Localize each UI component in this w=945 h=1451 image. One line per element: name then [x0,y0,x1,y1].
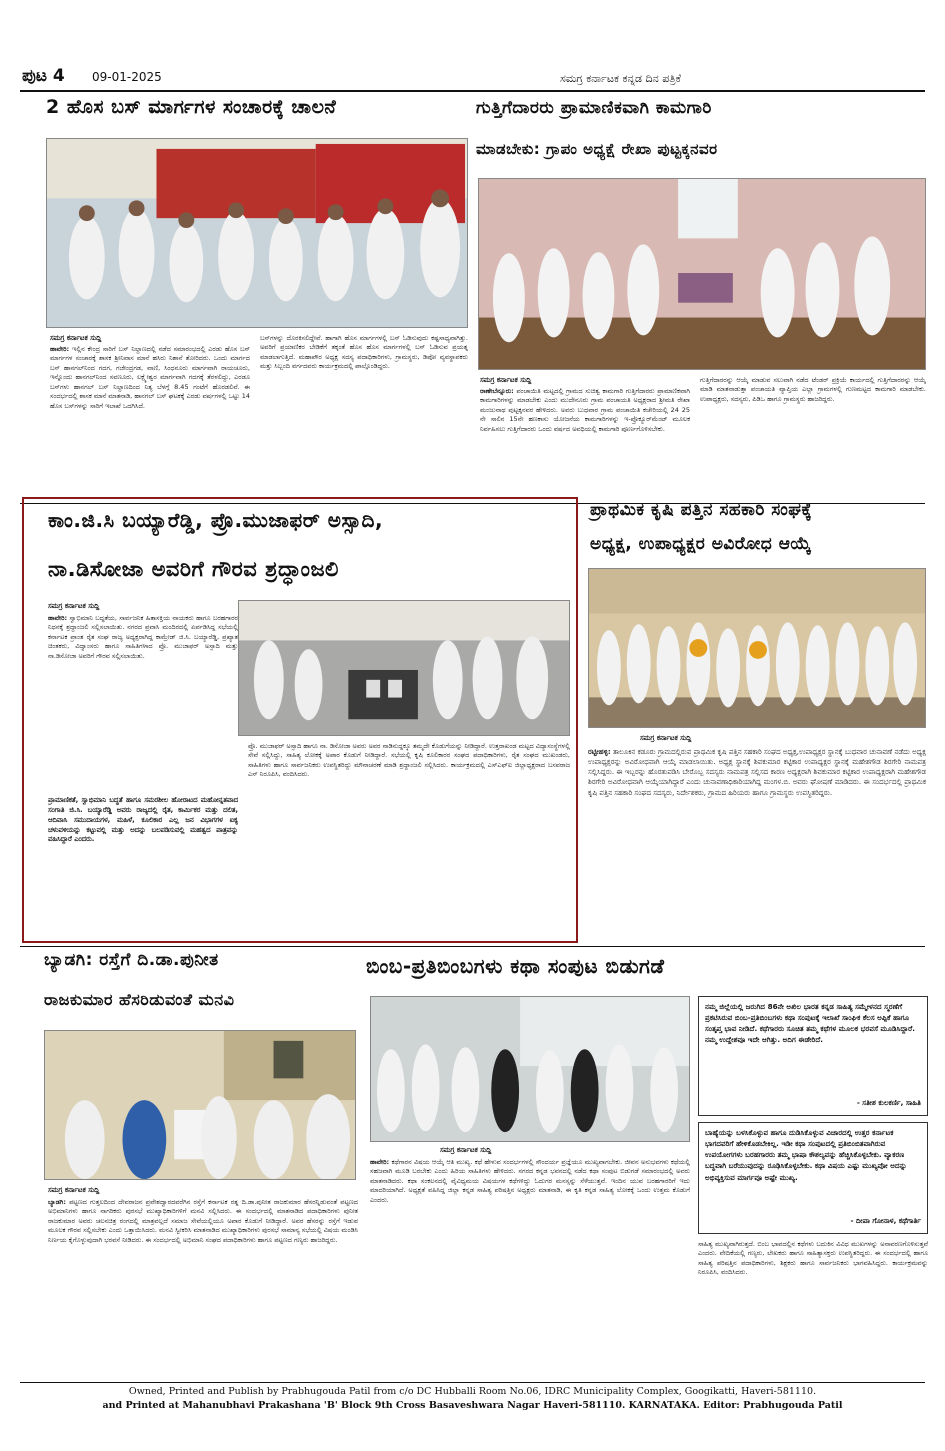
coop-body: ತಾಲೂಕಿನ ಕಡೂರು ಗ್ರಾಮದಲ್ಲಿರುವ ಪ್ರಾಥಮಿಕ ಕೃಷಿ ಪತ್ತಿನ ಸಹಕಾರಿ ಸಂಘದ ಅಧ್ಯಕ್ಷ,ಉಪಾಧ್ಯಕ್ಷರ ಸ್ಥಾನಕ್ಕೆ ಬುಧವಾರ ಚುನಾವಣೆ ನಡೆದು ಅಧ್ಯಕ್ಷ ಉಪಾಧ್ಯಕ್ಷರನ್ನು ಅವಿರೋಧವಾಗಿ ಆಯ್ಕೆ ಮಾಡಲಾಯಿತು. ಅಧ್ಯಕ್ಷ ಸ್ಥಾನಕ್ಕೆ ಶಿವಕುಮಾರ ಕಟ್ಟಿಕಾರ ಉಪಾಧ್ಯಕ್ಷರ ಸ್ಥಾನಕ್ಕೆ ಮಹೇಶಗೌಡ ಶಿರಗೇರಿ ನಾಮಪತ್ರ ಸಲ್ಲಿಸಿದ್ದರು. ಈ ಇಬ್ಬರನ್ನು ಹೊರತುಪಡಿಸಿ ಬೇರೊಬ್ಬ ಸದಸ್ಯರು ನಾಮಪತ್ರ ಸಲ್ಲಿಸದ ಕಾರಣ ಅಧ್ಯಕ್ಷರಾಗಿ ಶಿವಕುಮಾರ ಕಟ್ಟಿಕಾರ ಉಪಾಧ್ಯಕ್ಷರಾಗಿ ಮಹೇಶಗೌಡ ಶಿರಗೇರಿ ಅವಿರೋಧವಾಗಿ ಆಯ್ಕೆಯಾಗಿದ್ದಾರೆ ಎಂದು ಚುನಾವಣಾಧಿಕಾರಿಯಾಗಿದ್ದ ಮಂಗಳ.ಬಿ. ಅವರು ಘೋಷಣೆ ಮಾಡಿದರು. ಈ ಸಂದರ್ಭದಲ್ಲಿ ಪ್ರಾಥಮಿಕ ಕೃಷಿ ಪತ್ತಿನ ಸಹಕಾರಿ ಸಂಘದ ಸದಸ್ಯರು, ನಿರ್ದೇಶಕರು, ಗ್ರಾಮದ ಹಿರಿಯರು ಹಾಗೂ ಗ್ರಾಮಸ್ಥರು ಉಪಸ್ಥಿತರಿದ್ದರು. [588,748,926,797]
byline-road: ಸಮಗ್ರ ಕರ್ನಾಟಕ ಸುದ್ದಿ [48,1186,100,1194]
photo-coop-election [588,568,926,728]
bus-column-2 [260,334,468,500]
byline-coop: ಸಮಗ್ರ ಕರ್ನಾಟಕ ಸುದ್ದಿ [640,734,692,742]
book-column-1 [370,1158,690,1380]
photo-bus-launch [46,138,468,328]
coop-column [588,747,926,939]
quote-box-1 [698,996,928,1116]
imprint-line-1: Owned, Printed and Publish by Prabhugouda Patil from c/o DC Hubballi Room No.06, IDRC Municipality Complex, Googikatti, Haveri-581110. [128,1386,817,1397]
imprint-footer [0,1385,945,1413]
dateline-road: ಬ್ಯಾಡಗಿ: [48,1198,66,1206]
book-body-2: ಸಾಹಿತ್ಯ ಮುಖ್ಯವಾಗಿರುತ್ತದೆ. ಬಿಂಬ ಭಾವದಲ್ಲಿನ ಕಥೆಗಳು ಬದುಕಿನ ವಿವಿಧ ಮುಖಗಳನ್ನು ಅನಾವರಣಗೊಳಿಸುತ್ತವೆ ಎಂದರು. ವೇದಿಕೆಯಲ್ಲಿ ಗಣ್ಯರು, ಲೇಖಕರು ಹಾಗೂ ಸಾಹಿತ್ಯಾಸಕ್ತರು ಉಪಸ್ಥಿತರಿದ್ದರು. ಈ ಸಂದರ್ಭದಲ್ಲಿ ಹಾಗೂ ಸಾಹಿತ್ಯ ಪರಿಷತ್ತಿನ ಪದಾಧಿಕಾರಿಗಳು, ಶಿಕ್ಷಕರು ಹಾಗೂ ಸಾರ್ವಜನಿಕರು ಭಾಗವಹಿಸಿದ್ದರು. ಕಾರ್ಯಕ್ರಮವನ್ನು ನಿರೂಪಿಸಿ, ವಂದಿಸಿದರು. [698,1240,928,1277]
headline-road-1: ಬ್ಯಾಡಗಿ: ರಸ್ತೆಗೆ ದಿ.ಡಾ.ಪುನೀತ [44,950,219,970]
bus-body-2: ಬಸ್‌ಗಳನ್ನು ದೊರಕಿಸಲಿದ್ದೇವೆ. ಹಾಗಾಗಿ ಹೊಸ ಮಾರ್ಗಗಳಲ್ಲಿ ಬಸ್ ಓಡಿಸುವುದು ಕಷ್ಟಸಾಧ್ಯವಾಗಿತ್ತು. ಅವರಿಗೆ ಪ್ರಯಾಣಿಕರ ಬೇಡಿಕೆಗೆ ತಕ್ಕಂತೆ ಹೊಸ ಹೊಸ ಮಾರ್ಗಗಳಲ್ಲಿ ಬಸ್ ಓಡಿಸುವ ಪ್ರಯತ್ನ ಮಾಡಲಾಗುತ್ತಿದೆ. ಮಹಾಪೌರ ಅಧ್ಯಕ್ಷ ಸದಸ್ಯ ಪದಾಧಿಕಾರಿಗಳು, ಗ್ರಾಮಸ್ಥರು, ಡಿಪೋ ವ್ಯವಸ್ಥಾಪಕರು ಮತ್ತು ಸಿಬ್ಬಂದಿ ವರ್ಗದವರು ಕಾರ್ಯಕ್ರಮದಲ್ಲಿ ಪಾಲ್ಗೊಂಡಿದ್ದರು. [260,334,468,371]
page-number: ಪುಟ 4 [22,66,65,86]
headline-coop-1: ಪ್ರಾಥಮಿಕ ಕೃಷಿ ಪತ್ತಿನ ಸಹಕಾರಿ ಸಂಘಕ್ಕೆ [590,500,812,520]
dateline-contractors: ರಾಣೇಬೆನ್ನೂರು: [480,387,514,395]
footer-rule [20,1382,925,1383]
contractors-column-2 [700,376,926,497]
header-rule [20,90,925,92]
photo-gram-panchayat [478,178,926,370]
tribute-column-1 [48,614,238,792]
headline-contractors-2: ಮಾಡಬೇಕು: ಗ್ರಾಪಂ ಅಧ್ಯಕ್ಷೆ ರೇಖಾ ಪುಟ್ಟಕ್ಕನವರ [476,140,718,158]
dateline-bus: ಹಾವೇರಿ: [50,345,70,353]
quote-1-author: - ಸತೀಶ ಕುಲಕರ್ಣಿ, ಸಾಹಿತಿ [856,1098,921,1107]
tribute-emphasis: ಪ್ರಾಮಾಣಿಕತೆ, ಸ್ವಾಭಿಮಾನಿ ಬದ್ಧತೆ ಹಾಗೂ ಸಮರಶೀಲ ಹೋರಾಟದ ಮಹೋನ್ನತವಾದ ಸಂಗಾತಿ ಜಿ.ಸಿ. ಬಯ್ಯಾರೆಡ್ಡಿ ಅವರು ರಾಜ್ಯದಲ್ಲಿ ರೈತ, ಕಾರ್ಮಿಕರ ಮತ್ತು ದಲಿತ, ಆದಿವಾಸಿ ಸಮುದಾಯಗಳ, ಮಹಿಳೆ, ಕೂಲಿಕಾರ ಎಲ್ಲ ಜನ ವಿಭಾಗಗಳ ಐಕ್ಯ ಚಳುವಳಿಯನ್ನು ಕಟ್ಟುವಲ್ಲಿ ಮತ್ತು ಅದನ್ನು ಬಲಪಡಿಸುವಲ್ಲಿ ಮಹತ್ವದ ಪಾತ್ರವನ್ನು ವಹಿಸಿದ್ದಾರೆ ಎಂದರು. [48,796,238,844]
quote-1-text: ನಮ್ಮ ಜಿಲ್ಲೆಯಲ್ಲಿ ಜರುಗಿದ 86ನೇ ಅಖಿಲ ಭಾರತ ಕನ್ನಡ ಸಾಹಿತ್ಯ ಸಮ್ಮೇಳನದ ಸ್ಮರಣೆಗೆ ಪ್ರಕಟಿಸಿರುವ ಬಿಂಬ-ಪ್ರತಿಬಿಂಬಗಳು ಕಥಾ ಸಂಪುಟಕ್ಕೆ ಇಲಾಖೆ ಸಾಂಘಿಕ ಕೆಲಸ ಅಪ್ಪಿಕೆ ಹಾಗೂ ಸಂತೃಪ್ತ ಭಾವ ನೀಡಿದೆ. ಕಥೆಗಾರರು ಸೂಚಿತ ತಮ್ಮ ಕಥೆಗಳ ಮೂಲಕ ಭರವಸೆ ಮೂಡಿಸಿದ್ದಾರೆ. ನಮ್ಮ ಉದ್ದೇಶವೂ ಇದೇ ಆಗಿತ್ತು. ಅದಿಗ ಈಡೇರಿದೆ. [705,1002,915,1045]
divider-row-2 [20,946,925,947]
dateline-book: ಹಾವೇರಿ: [370,1158,390,1166]
headline-book: ಬಿಂಬ-ಪ್ರತಿಬಿಂಬಗಳು ಕಥಾ ಸಂಪುಟ ಬಿಡುಗಡೆ [366,954,665,978]
issue-date: 09-01-2025 [92,70,162,84]
headline-bus: 2 ಹೊಸ ಬಸ್ ಮಾರ್ಗಗಳ ಸಂಚಾರಕ್ಕೆ ಚಾಲನೆ [46,96,337,118]
contractors-column-1 [480,387,690,497]
dateline-tribute: ಹಾವೇರಿ: [48,614,68,622]
contractors-body-2: ಗುತ್ತಿಗೆದಾರರನ್ನು ಆಯ್ಕೆ ಮಾಡುವ ಸಲುವಾಗಿ ನಡೆದ ಟೆಂಡರ್ ಪ್ರಕ್ರಿಯೆ ಕಾರ್ಯದಲ್ಲಿ ಗುತ್ತಿಗೆದಾರರನ್ನು ಆಯ್ಕೆ ಮಾಡಿ ಮಾತನಾಡುತ್ತಾ ಪಂಚಾಯತಿ ವ್ಯಾಪ್ತಿಯ ಎಲ್ಲಾ ಗ್ರಾಮಗಳಲ್ಲಿ ಗುಣಮಟ್ಟದ ಕಾಮಗಾರಿ ಮಾಡಬೇಕು. ಉಪಾಧ್ಯಕ್ಷರು, ಸದಸ್ಯರು, ಪಿಡಿಒ ಹಾಗೂ ಗ್ರಾಮಸ್ಥರು ಹಾಜರಿದ್ದರು. [700,376,926,403]
book-body-1: ಕಥೆಗಾರನ ವಿಷಯ ಆಯ್ಕೆ ಆತಿ ಮುಖ್ಯ. ಕಥೆ ಹೇಳುವ ಸಂದರ್ಭಗಳಲ್ಲಿ ಸೌಂದರ್ಯ ಪ್ರಜ್ಞೆಯೂ ಮುಖ್ಯವಾಗಬೇಕು. ಜೀವನ ಅನುಭವಗಳು ಕಥೆಯಲ್ಲಿ ಸಹಜವಾಗಿ ಮೂಡಿ ಬರಬೇಕು ಎಂದು ಹಿರಿಯ ಸಾಹಿತಿಗಳು ಹೇಳಿದರು. ನಗರದ ಕನ್ನಡ ಭವನದಲ್ಲಿ ನಡೆದ ಕಥಾ ಸಂಪುಟ ಬಿಡುಗಡೆ ಸಮಾರಂಭದಲ್ಲಿ ಅವರು ಮಾತನಾಡಿದರು. ಕಥಾ ಸಂಕಲನದಲ್ಲಿ ವೈವಿಧ್ಯಮಯ ವಿಷಯಗಳ ಕಥೆಗಳಿದ್ದು ಓದುಗರ ಮನಸ್ಸನ್ನು ಸೆಳೆಯುತ್ತವೆ. ಇಂದಿನ ಯುವ ಬರಹಗಾರರಿಗೆ ಇದು ಮಾದರಿಯಾಗಿದೆ. ಅಧ್ಯಕ್ಷತೆ ವಹಿಸಿದ್ದ ಜಿಲ್ಲಾ ಕನ್ನಡ ಸಾಹಿತ್ಯ ಪರಿಷತ್ತಿನ ಅಧ್ಯಕ್ಷರು ಮಾತನಾಡಿ, ಈ ಕೃತಿ ಕನ್ನಡ ಸಾಹಿತ್ಯ ಲೋಕಕ್ಕೆ ಒಂದು ಉತ್ತಮ ಕೊಡುಗೆ ಎಂದರು. [370,1158,690,1204]
headline-road-2: ರಾಜಕುಮಾರ ಹೆಸರಿಡುವಂತೆ ಮನವಿ [44,990,235,1009]
headline-contractors-1: ಗುತ್ತಿಗೆದಾರರು ಪ್ರಾಮಾಣಿಕವಾಗಿ ಕಾಮಗಾರಿ [476,98,712,118]
byline-contractors: ಸಮಗ್ರ ಕರ್ನಾಟಕ ಸುದ್ದಿ [480,376,532,384]
headline-tribute-2: ನಾ.ಡಿಸೋಜಾ ಅವರಿಗೆ ಗೌರವ ಶ್ರದ್ಧಾಂಜಲಿ [48,557,339,581]
dateline-coop: ರಟ್ಟೀಹಳ್ಳಿ: [588,748,611,756]
quote-box-2 [698,1122,928,1234]
bus-body-1: ಇಲ್ಲಿನ ಕೇಂದ್ರ ಸಾರಿಗೆ ಬಸ್ ನಿಲ್ದಾಣದಲ್ಲಿ ನಡೆದ ಸಮಾರಂಭದಲ್ಲಿ ಎರಡು ಹೊಸ ಬಸ್ ಮಾರ್ಗಗಳ ಸಂಚಾರಕ್ಕೆ ಶಾಸಕ ಶ್ರೀನಿವಾಸ ಮಾನೆ ಹಸಿರು ನಿಶಾನೆ ತೋರಿದರು. ಒಂದು ಮಾರ್ಗದ ಬಸ್ ಹಾನಗಲ್‌ನಿಂದ ಗದಗ, ಗಜೇಂದ್ರಗಡ, ವಾಣಿ, ಸಿಂಧನೂರು ಮಾರ್ಗವಾಗಿ ರಾಯಚೂರು, ಇನ್ನೊಂದು ಹಾನಗಲ್‌ನಿಂದ ಸವಣೂರು, ಲಕ್ಷ್ಮೇಶ್ವರ ಮಾರ್ಗವಾಗಿ ಗದಗಕ್ಕೆ ತೆರಳಲಿದ್ದು, ಎರಡೂ ಬಸ್‌ಗಳು ಹಾನಗಲ್ ಬಸ್ ನಿಲ್ದಾಣದಿಂದ ನಿತ್ಯ ಬೆಳಗ್ಗೆ 8.45 ಗಂಟೆಗೆ ಹೊರಡಲಿವೆ. ಈ ಸಂದರ್ಭದಲ್ಲಿ ಶಾಸಕ ಮಾನೆ ಮಾತನಾಡಿ, ಹಾನಗಲ್ ಬಸ್ ಘಟಕಕ್ಕೆ ಎರಡು ವರ್ಷಗಳಲ್ಲಿ ಒಟ್ಟು 14 ಹೊಸ ಬಸ್‌ಗಳನ್ನು ಸಾರಿಗೆ ಇಲಾಖೆ ಒದಗಿಸಿದೆ. [50,345,250,410]
headline-coop-2: ಅಧ್ಯಕ್ಷ, ಉಪಾಧ್ಯಕ್ಷರ ಅವಿರೋಧ ಆಯ್ಕೆ [590,534,812,554]
quote-2-text: ಬಾಹ್ಯೆಯನ್ನು ಬಳಸಿಕೊಳ್ಳುವ ಹಾಗೂ ದುಡಿಸಿಕೊಳ್ಳುವ ವಿಚಾರದಲ್ಲಿ ಉತ್ತರ ಕರ್ನಾಟಕ ಭಾಗದವರಿಗೆ ಹೇಳಿಕೊಡಬೇಕಿಲ್ಲ. ಇಡೀ ಕಥಾ ಸಂಪುಟದಲ್ಲಿ ಪ್ರತಿಬಿಂಬಿತವಾಗಿರುವ ಉಪಯೋಗಗಳು ಬರಹಗಾರರು ತಮ್ಮ ಭಾಷಾ ಕೌಶಲ್ಯವನ್ನು ಹೆಚ್ಚಿಸಿಕೊಳ್ಳಬೇಕು. ವ್ಯಾಕರಣ ಬದ್ಧವಾಗಿ ಬರೆಯುವುದನ್ನು ರೂಢಿಸಿಕೊಳ್ಳಬೇಕು. ಕಥಾ ವಿಷಯ ಎಷ್ಟು ಮುಖ್ಯವೋ ಅದನ್ನು ಅಭಿವ್ಯಕ್ತಿಸುವ ಮಾರ್ಗವೂ ಅಷ್ಟೇ ಮುಖ್ಯ. [705,1128,907,1182]
imprint-line-2: and Printed at Mahanubhavi Prakashana 'B' Block 9th Cross Basaveshwara Nagar Haveri-581110. KARNATAKA. Editor: Prabhugouda Patil [102,1399,843,1411]
masthead: ಸಮಗ್ರ ಕರ್ನಾಟಕ ಕನ್ನಡ ದಿನ ಪತ್ರಿಕೆ [560,72,681,85]
byline-tribute: ಸಮಗ್ರ ಕರ್ನಾಟಕ ಸುದ್ದಿ [48,602,100,610]
contractors-body-1: ಪಂಚಾಯಿತಿ ಮಟ್ಟದಲ್ಲಿ ಗ್ರಾಮದ ಸುಚಿತ್ವ ಕಾಮಗಾರಿ ಗುತ್ತಿಗೆದಾರರು ಪ್ರಾಮಾಣಿಕವಾಗಿ ಕಾಮಗಾರಿಗಳನ್ನು ಮಾಡಬೇಕು ಎಂದು ಮುದೇನೂರು ಗ್ರಾಮ ಪಂಚಾಯತಿ ಅಧ್ಯಕ್ಷರಾದ ಶ್ರೀಮತಿ ರೇಖಾ ಮಂಜುನಾಥ ಪುಟ್ಟಕ್ಕನವರ ಹೇಳಿದರು. ಅವರು ಬುಧವಾರ ಗ್ರಾಮ ಪಂಚಾಯಿತಿ ಕಚೇರಿಯಲ್ಲಿ 24 25 ನೇ ಸಾಲಿನ 15ನೇ ಹಣಕಾಸು ಯೋಜನೆಯ ಕಾಮಗಾರಿಗಳನ್ನು ಇ-ಪ್ರೊಕ್ಯೂರ್‌ಮೆಂಟ್ ಮೂಲಕ ನಿರ್ವಹಿಸಲು ಗುತ್ತಿಗೆದಾರರು ಒಂದು ವರ್ಷದ ಅವಧಿಯಲ್ಲಿ ಕಾಮಗಾರಿ ಪೂರ್ಣಗೊಳಿಸಬೇಕು. [480,387,690,433]
bus-column-1 [50,345,250,500]
book-column-2 [698,1240,928,1380]
tribute-body-1: ಸ್ವಾಭಿಮಾನಿ ಬದ್ಧತೆಯ, ಸಾರ್ವಜನಿಕ ಹಿತಾಸಕ್ತಿಯ ನಾಯಕರು ಹಾಗೂ ಬರಹಗಾರರ ನಿಧನಕ್ಕೆ ಶ್ರದ್ಧಾಂಜಲಿ ಸಲ್ಲಿಸಲಾಯಿತು. ನಗರದ ಪ್ರವಾಸಿ ಮಂದಿರದಲ್ಲಿ ಏರ್ಪಡಿಸಿದ್ದ ಸಭೆಯಲ್ಲಿ ಕರ್ನಾಟಕ ಪ್ರಾಂತ ರೈತ ಸಂಘ ರಾಜ್ಯ ಅಧ್ಯಕ್ಷರಾಗಿದ್ದ ಕಾಮ್ರೇಡ್ ಜಿ.ಸಿ. ಬಯ್ಯಾರೆಡ್ಡಿ, ಪ್ರಖ್ಯಾತ ಚಿಂತಕರು, ವಿದ್ವಾಂಸರು ಹಾಗೂ ಸಾಹಿತಿಗಳಾದ ಪ್ರೊ. ಮುಜಾಫರ್ ಅಸ್ಸಾದಿ ಮತ್ತು ನಾ.ಡಿಸೋಜಾ ಅವರಿಗೆ ಗೌರವ ಸಲ್ಲಿಸಲಾಯಿತು. [48,614,238,660]
quote-2-author: - ದೀಪಾ ಗೋನಾಳ, ಕಥೆಗಾರ್ತಿ [850,1216,921,1225]
photo-road-memorandum [44,1030,356,1180]
headline-tribute-1: ಕಾಂ.ಜಿ.ಸಿ ಬಯ್ಯಾರೆಡ್ಡಿ, ಪ್ರೊ.ಮುಜಾಫರ್ ಅಸ್ಸಾದಿ, [48,508,384,532]
road-column [48,1198,358,1380]
road-body: ಪಟ್ಟಣದ ಗುತ್ತಲದಿಂದ ದೇವರಾಜನ ಪ್ರವೇಶದ್ವಾರದವರೆಗಿನ ರಸ್ತೆಗೆ ಕರ್ನಾಟಕ ರತ್ನ ದಿ.ಡಾ.ಪುನೀತ ರಾಜಕುಮಾರ ಹೆಸರನ್ನಿಡುವಂತೆ ಪಟ್ಟಣದ ಅಭಿಮಾನಿಗಳು ಹಾಗೂ ನಾಗರಿಕರು ಪುರಸಭೆ ಮುಖ್ಯಾಧಿಕಾರಿಗಳಿಗೆ ಮನವಿ ಸಲ್ಲಿಸಿದರು. ಈ ಸಂದರ್ಭದಲ್ಲಿ ಮಾತನಾಡಿದ ಪದಾಧಿಕಾರಿಗಳು ಪುನೀತ ರಾಜಕುಮಾರ ಅವರು ಚಲನಚಿತ್ರ ರಂಗದಲ್ಲಿ ಮಾತ್ರವಲ್ಲದೆ ಸಮಾಜ ಸೇವೆಯಲ್ಲಿಯೂ ಅಪಾರ ಕೊಡುಗೆ ನೀಡಿದ್ದಾರೆ. ಅವರ ಹೆಸರನ್ನು ರಸ್ತೆಗೆ ಇಡುವ ಮೂಲಕ ಗೌರವ ಸಲ್ಲಿಸಬೇಕು ಎಂದು ಒತ್ತಾಯಿಸಿದರು. ಮನವಿ ಸ್ವೀಕರಿಸಿ ಮಾತನಾಡಿದ ಮುಖ್ಯಾಧಿಕಾರಿಗಳು ಪುರಸಭೆ ಸಾಮಾನ್ಯ ಸಭೆಯಲ್ಲಿ ವಿಷಯ ಮಂಡಿಸಿ ನಿರ್ಣಯ ಕೈಗೊಳ್ಳುವುದಾಗಿ ಭರವಸೆ ನೀಡಿದರು. ಈ ಸಂದರ್ಭದಲ್ಲಿ ಅಭಿಮಾನಿ ಸಂಘದ ಪದಾಧಿಕಾರಿಗಳು ಹಾಗೂ ಪಟ್ಟಣದ ಗಣ್ಯರು ಹಾಜರಿದ್ದರು. [48,1198,358,1244]
byline-book: ಸಮಗ್ರ ಕರ್ನಾಟಕ ಸುದ್ದಿ [440,1146,492,1154]
photo-book-release [370,996,690,1142]
tribute-column-2 [248,742,570,936]
byline-bus: ಸಮಗ್ರ ಕರ್ನಾಟಕ ಸುದ್ದಿ [50,334,102,342]
photo-tribute-event [238,600,570,736]
tribute-body-2: ಪ್ರೊ. ಮುಜಾಫರ್ ಅಸ್ಸಾದಿ ಹಾಗೂ ನಾ. ಡಿಸೋಜಾ ಅವರು ಅವರ ನಾಡಿನುದ್ದಕ್ಕೂ ತಮ್ಮದೇ ಕೊಡುಗೆಯನ್ನು ನೀಡಿದ್ದಾರೆ. ಉತ್ತರಾಖಂಡ ಮಟ್ಟದ ವಿದ್ಯಾಸಂಸ್ಥೆಗಳಲ್ಲಿ ಸೇವೆ ಸಲ್ಲಿಸಿದ್ದು, ಸಾಹಿತ್ಯ ಲೋಕಕ್ಕೆ ಅಪಾರ ಕೊಡುಗೆ ನೀಡಿದ್ದಾರೆ. ಸಭೆಯಲ್ಲಿ ಕೃಷಿ ಕೂಲಿಕಾರರ ಸಂಘದ ಪದಾಧಿಕಾರಿಗಳು, ರೈತ ಸಂಘದ ಮುಖಂಡರು, ಸಾಹಿತಿಗಳು ಹಾಗೂ ಸಾರ್ವಜನಿಕರು ಉಪಸ್ಥಿತರಿದ್ದು ಮೌನಾಚರಣೆ ಮಾಡಿ ಶ್ರದ್ಧಾಂಜಲಿ ಸಲ್ಲಿಸಿದರು. ಕಾರ್ಯಕ್ರಮದಲ್ಲಿ ಎಸ್ಎಫ್ಐ ಜಿಲ್ಲಾಧ್ಯಕ್ಷರಾದ ಬಸವರಾಜ ಎಸ್ ನಿರೂಪಿಸಿ, ವಂದಿಸಿದರು. [248,742,570,779]
